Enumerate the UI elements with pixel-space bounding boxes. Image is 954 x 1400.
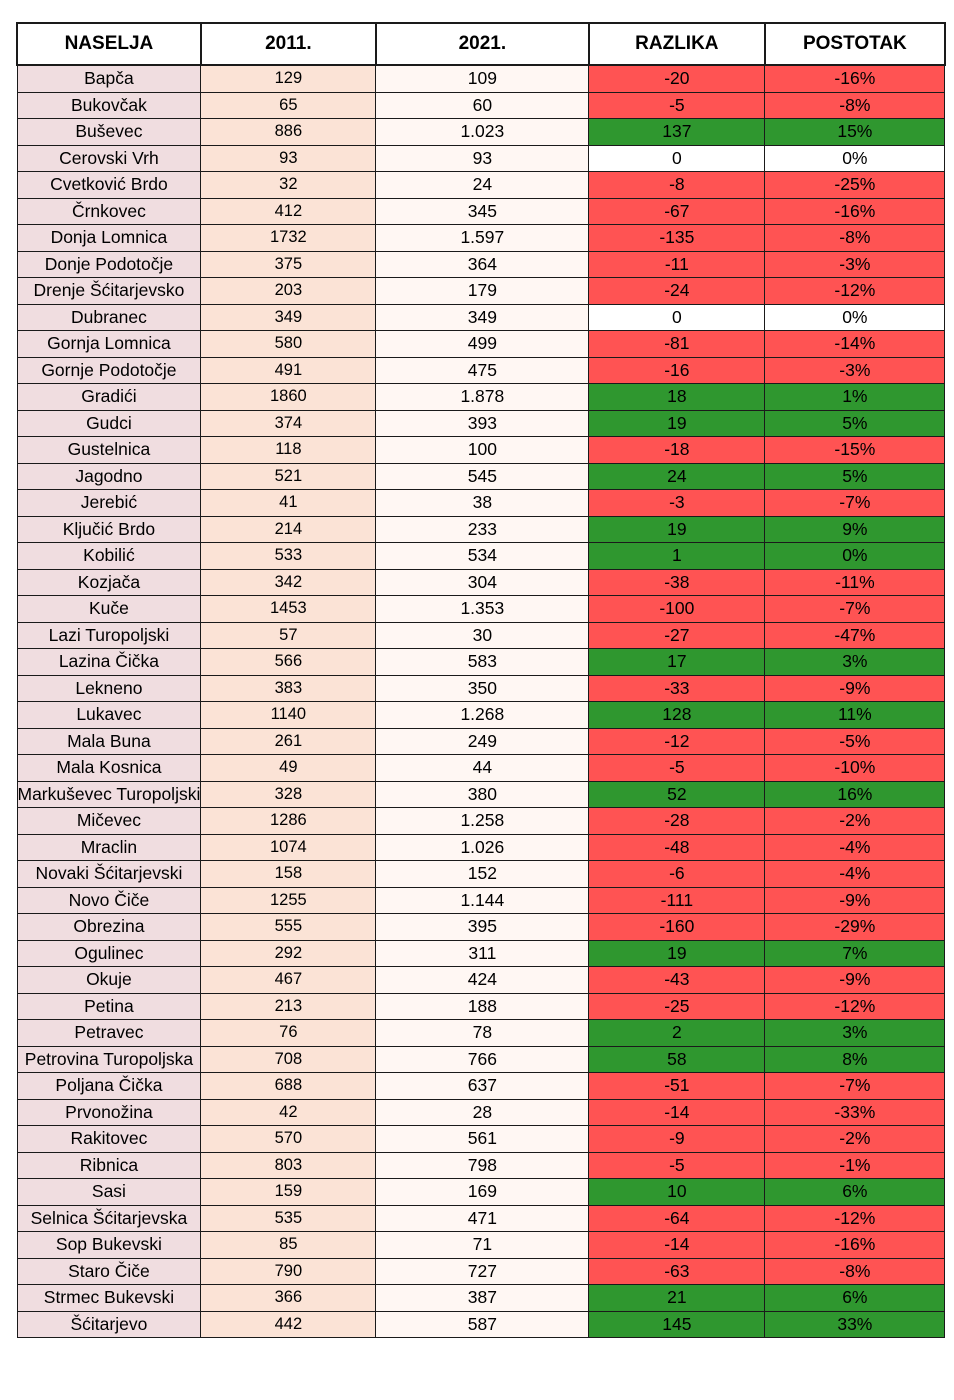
population-2021-cell: 1.258 bbox=[376, 808, 589, 835]
population-2021-cell: 233 bbox=[376, 516, 589, 543]
table-row bbox=[17, 119, 945, 146]
percentage-cell: -3% bbox=[765, 251, 945, 278]
population-2021-cell: 424 bbox=[376, 967, 589, 994]
table-row bbox=[17, 65, 945, 92]
population-2021-cell: 109 bbox=[376, 65, 589, 92]
percentage-cell: 9% bbox=[765, 516, 945, 543]
percentage-cell: 16% bbox=[765, 781, 945, 808]
settlement-name-cell: Cerovski Vrh bbox=[17, 145, 201, 172]
difference-cell: -81 bbox=[589, 331, 765, 358]
population-2011-cell: 1074 bbox=[201, 834, 376, 861]
population-2011-cell: 49 bbox=[201, 755, 376, 782]
difference-cell: 0 bbox=[589, 304, 765, 331]
settlement-name-cell: Ključić Brdo bbox=[17, 516, 201, 543]
table-body bbox=[17, 65, 945, 1338]
population-2021-cell: 311 bbox=[376, 940, 589, 967]
percentage-cell: 33% bbox=[765, 1311, 945, 1338]
settlement-name-cell: Prvonožina bbox=[17, 1099, 201, 1126]
difference-cell: -3 bbox=[589, 490, 765, 517]
population-2021-cell: 350 bbox=[376, 675, 589, 702]
percentage-cell: -8% bbox=[765, 225, 945, 252]
population-2021-cell: 304 bbox=[376, 569, 589, 596]
population-2021-cell: 188 bbox=[376, 993, 589, 1020]
settlement-name-cell: Mala Buna bbox=[17, 728, 201, 755]
population-2021-cell: 38 bbox=[376, 490, 589, 517]
difference-cell: -14 bbox=[589, 1232, 765, 1259]
difference-cell: -100 bbox=[589, 596, 765, 623]
settlement-name-cell: Selnica Šćitarjevska bbox=[17, 1205, 201, 1232]
percentage-cell: -16% bbox=[765, 1232, 945, 1259]
percentage-cell: -7% bbox=[765, 596, 945, 623]
population-2021-cell: 727 bbox=[376, 1258, 589, 1285]
header-row bbox=[17, 23, 945, 65]
table-row bbox=[17, 1099, 945, 1126]
table-row bbox=[17, 702, 945, 729]
table-row bbox=[17, 225, 945, 252]
difference-cell: -9 bbox=[589, 1126, 765, 1153]
table-row bbox=[17, 1232, 945, 1259]
population-2011-cell: 803 bbox=[201, 1152, 376, 1179]
population-2011-cell: 159 bbox=[201, 1179, 376, 1206]
table-row bbox=[17, 967, 945, 994]
table-row bbox=[17, 357, 945, 384]
settlement-name-cell: Petravec bbox=[17, 1020, 201, 1047]
table-row bbox=[17, 755, 945, 782]
population-2011-cell: 214 bbox=[201, 516, 376, 543]
difference-cell: -67 bbox=[589, 198, 765, 225]
population-2011-cell: 342 bbox=[201, 569, 376, 596]
table-row bbox=[17, 145, 945, 172]
table-row bbox=[17, 251, 945, 278]
header-naselja: NASELJA bbox=[17, 23, 201, 65]
percentage-cell: 15% bbox=[765, 119, 945, 146]
settlement-name-cell: Bapča bbox=[17, 65, 201, 92]
settlement-name-cell: Petina bbox=[17, 993, 201, 1020]
percentage-cell: -11% bbox=[765, 569, 945, 596]
settlement-name-cell: Gustelnica bbox=[17, 437, 201, 464]
difference-cell: 145 bbox=[589, 1311, 765, 1338]
table-row bbox=[17, 887, 945, 914]
population-2021-cell: 1.144 bbox=[376, 887, 589, 914]
population-2021-cell: 71 bbox=[376, 1232, 589, 1259]
settlement-name-cell: Lazina Čička bbox=[17, 649, 201, 676]
population-2021-cell: 169 bbox=[376, 1179, 589, 1206]
difference-cell: -51 bbox=[589, 1073, 765, 1100]
settlement-name-cell: Donje Podotočje bbox=[17, 251, 201, 278]
difference-cell: -5 bbox=[589, 92, 765, 119]
settlement-name-cell: Gornja Lomnica bbox=[17, 331, 201, 358]
population-2011-cell: 708 bbox=[201, 1046, 376, 1073]
table-row bbox=[17, 940, 945, 967]
difference-cell: -135 bbox=[589, 225, 765, 252]
settlement-name-cell: Dubranec bbox=[17, 304, 201, 331]
difference-cell: -48 bbox=[589, 834, 765, 861]
percentage-cell: -15% bbox=[765, 437, 945, 464]
population-2021-cell: 395 bbox=[376, 914, 589, 941]
table-row bbox=[17, 437, 945, 464]
percentage-cell: 5% bbox=[765, 410, 945, 437]
population-2011-cell: 383 bbox=[201, 675, 376, 702]
population-2021-cell: 380 bbox=[376, 781, 589, 808]
table-row bbox=[17, 1152, 945, 1179]
percentage-cell: 6% bbox=[765, 1179, 945, 1206]
population-2011-cell: 555 bbox=[201, 914, 376, 941]
difference-cell: 18 bbox=[589, 384, 765, 411]
difference-cell: 1 bbox=[589, 543, 765, 570]
settlement-name-cell: Okuje bbox=[17, 967, 201, 994]
difference-cell: -5 bbox=[589, 755, 765, 782]
percentage-cell: -9% bbox=[765, 675, 945, 702]
population-2021-cell: 393 bbox=[376, 410, 589, 437]
difference-cell: -33 bbox=[589, 675, 765, 702]
table-row bbox=[17, 569, 945, 596]
settlement-name-cell: Novo Čiče bbox=[17, 887, 201, 914]
population-2021-cell: 345 bbox=[376, 198, 589, 225]
percentage-cell: -8% bbox=[765, 92, 945, 119]
table-row bbox=[17, 781, 945, 808]
population-2011-cell: 213 bbox=[201, 993, 376, 1020]
settlement-name-cell: Kuče bbox=[17, 596, 201, 623]
table-row bbox=[17, 861, 945, 888]
population-2011-cell: 118 bbox=[201, 437, 376, 464]
population-2021-cell: 1.023 bbox=[376, 119, 589, 146]
table-row bbox=[17, 92, 945, 119]
difference-cell: -18 bbox=[589, 437, 765, 464]
difference-cell: -160 bbox=[589, 914, 765, 941]
population-2011-cell: 375 bbox=[201, 251, 376, 278]
table-row bbox=[17, 834, 945, 861]
table-row bbox=[17, 1073, 945, 1100]
percentage-cell: 6% bbox=[765, 1285, 945, 1312]
population-2021-cell: 30 bbox=[376, 622, 589, 649]
population-2011-cell: 292 bbox=[201, 940, 376, 967]
population-2011-cell: 1286 bbox=[201, 808, 376, 835]
difference-cell: -20 bbox=[589, 65, 765, 92]
table-row bbox=[17, 543, 945, 570]
population-2011-cell: 412 bbox=[201, 198, 376, 225]
difference-cell: 0 bbox=[589, 145, 765, 172]
table-row bbox=[17, 596, 945, 623]
percentage-cell: -9% bbox=[765, 967, 945, 994]
population-2011-cell: 442 bbox=[201, 1311, 376, 1338]
difference-cell: 10 bbox=[589, 1179, 765, 1206]
settlement-name-cell: Cvetković Brdo bbox=[17, 172, 201, 199]
percentage-cell: -7% bbox=[765, 490, 945, 517]
table-row bbox=[17, 993, 945, 1020]
header-postotak: POSTOTAK bbox=[765, 23, 945, 65]
percentage-cell: -10% bbox=[765, 755, 945, 782]
table-row bbox=[17, 1285, 945, 1312]
table-row bbox=[17, 675, 945, 702]
table-row bbox=[17, 649, 945, 676]
settlement-name-cell: Gradići bbox=[17, 384, 201, 411]
population-2011-cell: 521 bbox=[201, 463, 376, 490]
difference-cell: 19 bbox=[589, 516, 765, 543]
population-2011-cell: 688 bbox=[201, 1073, 376, 1100]
settlement-name-cell: Mičevec bbox=[17, 808, 201, 835]
population-2021-cell: 1.878 bbox=[376, 384, 589, 411]
population-2011-cell: 886 bbox=[201, 119, 376, 146]
difference-cell: -12 bbox=[589, 728, 765, 755]
settlement-name-cell: Rakitovec bbox=[17, 1126, 201, 1153]
population-2021-cell: 798 bbox=[376, 1152, 589, 1179]
percentage-cell: -12% bbox=[765, 1205, 945, 1232]
population-2021-cell: 93 bbox=[376, 145, 589, 172]
percentage-cell: -14% bbox=[765, 331, 945, 358]
population-2011-cell: 535 bbox=[201, 1205, 376, 1232]
difference-cell: -28 bbox=[589, 808, 765, 835]
settlement-name-cell: Šćitarjevo bbox=[17, 1311, 201, 1338]
percentage-cell: -1% bbox=[765, 1152, 945, 1179]
difference-cell: 52 bbox=[589, 781, 765, 808]
table-row bbox=[17, 1311, 945, 1338]
settlement-name-cell: Črnkovec bbox=[17, 198, 201, 225]
difference-cell: -38 bbox=[589, 569, 765, 596]
population-2021-cell: 364 bbox=[376, 251, 589, 278]
percentage-cell: -5% bbox=[765, 728, 945, 755]
settlement-name-cell: Lekneno bbox=[17, 675, 201, 702]
percentage-cell: 7% bbox=[765, 940, 945, 967]
settlement-name-cell: Gudci bbox=[17, 410, 201, 437]
settlement-name-cell: Lazi Turopoljski bbox=[17, 622, 201, 649]
population-2011-cell: 790 bbox=[201, 1258, 376, 1285]
header-2011: 2011. bbox=[201, 23, 376, 65]
population-2021-cell: 179 bbox=[376, 278, 589, 305]
table-row bbox=[17, 1205, 945, 1232]
percentage-cell: -47% bbox=[765, 622, 945, 649]
settlement-name-cell: Buševec bbox=[17, 119, 201, 146]
difference-cell: -14 bbox=[589, 1099, 765, 1126]
difference-cell: -64 bbox=[589, 1205, 765, 1232]
difference-cell: 137 bbox=[589, 119, 765, 146]
population-2021-cell: 78 bbox=[376, 1020, 589, 1047]
percentage-cell: -29% bbox=[765, 914, 945, 941]
table-row bbox=[17, 808, 945, 835]
population-2021-cell: 534 bbox=[376, 543, 589, 570]
percentage-cell: 3% bbox=[765, 1020, 945, 1047]
population-2021-cell: 24 bbox=[376, 172, 589, 199]
population-2011-cell: 328 bbox=[201, 781, 376, 808]
population-2011-cell: 42 bbox=[201, 1099, 376, 1126]
difference-cell: -11 bbox=[589, 251, 765, 278]
percentage-cell: 1% bbox=[765, 384, 945, 411]
difference-cell: 24 bbox=[589, 463, 765, 490]
population-2021-cell: 766 bbox=[376, 1046, 589, 1073]
percentage-cell: 0% bbox=[765, 304, 945, 331]
percentage-cell: -9% bbox=[765, 887, 945, 914]
population-2021-cell: 1.353 bbox=[376, 596, 589, 623]
percentage-cell: -4% bbox=[765, 834, 945, 861]
difference-cell: -24 bbox=[589, 278, 765, 305]
population-2011-cell: 76 bbox=[201, 1020, 376, 1047]
difference-cell: -5 bbox=[589, 1152, 765, 1179]
percentage-cell: 0% bbox=[765, 543, 945, 570]
difference-cell: 58 bbox=[589, 1046, 765, 1073]
percentage-cell: 11% bbox=[765, 702, 945, 729]
table-row bbox=[17, 331, 945, 358]
population-table bbox=[16, 22, 946, 1338]
population-2021-cell: 1.597 bbox=[376, 225, 589, 252]
population-2011-cell: 533 bbox=[201, 543, 376, 570]
difference-cell: -27 bbox=[589, 622, 765, 649]
percentage-cell: -3% bbox=[765, 357, 945, 384]
difference-cell: -6 bbox=[589, 861, 765, 888]
population-2021-cell: 471 bbox=[376, 1205, 589, 1232]
percentage-cell: -12% bbox=[765, 278, 945, 305]
population-2011-cell: 1140 bbox=[201, 702, 376, 729]
difference-cell: 19 bbox=[589, 940, 765, 967]
table-header bbox=[17, 23, 945, 65]
settlement-name-cell: Lukavec bbox=[17, 702, 201, 729]
table-row bbox=[17, 384, 945, 411]
population-2021-cell: 387 bbox=[376, 1285, 589, 1312]
population-2011-cell: 1255 bbox=[201, 887, 376, 914]
table-row bbox=[17, 410, 945, 437]
table-row bbox=[17, 1179, 945, 1206]
percentage-cell: -16% bbox=[765, 65, 945, 92]
population-2011-cell: 41 bbox=[201, 490, 376, 517]
settlement-name-cell: Bukovčak bbox=[17, 92, 201, 119]
table-row bbox=[17, 728, 945, 755]
population-2021-cell: 28 bbox=[376, 1099, 589, 1126]
settlement-name-cell: Petrovina Turopoljska bbox=[17, 1046, 201, 1073]
percentage-cell: 0% bbox=[765, 145, 945, 172]
settlement-name-cell: Poljana Čička bbox=[17, 1073, 201, 1100]
settlement-name-cell: Sop Bukevski bbox=[17, 1232, 201, 1259]
settlement-name-cell: Ribnica bbox=[17, 1152, 201, 1179]
population-2021-cell: 100 bbox=[376, 437, 589, 464]
population-2021-cell: 561 bbox=[376, 1126, 589, 1153]
table-row bbox=[17, 198, 945, 225]
table-row bbox=[17, 622, 945, 649]
header-2021: 2021. bbox=[376, 23, 589, 65]
population-2021-cell: 545 bbox=[376, 463, 589, 490]
table-row bbox=[17, 1020, 945, 1047]
percentage-cell: -25% bbox=[765, 172, 945, 199]
population-2011-cell: 93 bbox=[201, 145, 376, 172]
population-2011-cell: 65 bbox=[201, 92, 376, 119]
population-2011-cell: 580 bbox=[201, 331, 376, 358]
table-row bbox=[17, 463, 945, 490]
table-row bbox=[17, 516, 945, 543]
settlement-name-cell: Drenje Šćitarjevsko bbox=[17, 278, 201, 305]
population-2021-cell: 475 bbox=[376, 357, 589, 384]
population-2021-cell: 637 bbox=[376, 1073, 589, 1100]
population-2011-cell: 374 bbox=[201, 410, 376, 437]
population-2011-cell: 261 bbox=[201, 728, 376, 755]
settlement-name-cell: Mraclin bbox=[17, 834, 201, 861]
difference-cell: -8 bbox=[589, 172, 765, 199]
percentage-cell: -8% bbox=[765, 1258, 945, 1285]
population-2011-cell: 32 bbox=[201, 172, 376, 199]
population-2011-cell: 1860 bbox=[201, 384, 376, 411]
settlement-name-cell: Novaki Šćitarjevski bbox=[17, 861, 201, 888]
settlement-name-cell: Markuševec Turopoljski bbox=[17, 781, 201, 808]
table-row bbox=[17, 914, 945, 941]
percentage-cell: -2% bbox=[765, 808, 945, 835]
difference-cell: 21 bbox=[589, 1285, 765, 1312]
difference-cell: -16 bbox=[589, 357, 765, 384]
settlement-name-cell: Staro Čiče bbox=[17, 1258, 201, 1285]
population-2011-cell: 467 bbox=[201, 967, 376, 994]
percentage-cell: -16% bbox=[765, 198, 945, 225]
population-2011-cell: 566 bbox=[201, 649, 376, 676]
population-2021-cell: 152 bbox=[376, 861, 589, 888]
table-row bbox=[17, 304, 945, 331]
population-2021-cell: 349 bbox=[376, 304, 589, 331]
table-row bbox=[17, 1258, 945, 1285]
table-row bbox=[17, 172, 945, 199]
population-2011-cell: 129 bbox=[201, 65, 376, 92]
table-row bbox=[17, 1126, 945, 1153]
settlement-name-cell: Obrezina bbox=[17, 914, 201, 941]
population-2011-cell: 1732 bbox=[201, 225, 376, 252]
population-2021-cell: 587 bbox=[376, 1311, 589, 1338]
percentage-cell: 3% bbox=[765, 649, 945, 676]
header-razlika: RAZLIKA bbox=[589, 23, 765, 65]
population-2011-cell: 366 bbox=[201, 1285, 376, 1312]
difference-cell: -25 bbox=[589, 993, 765, 1020]
difference-cell: 17 bbox=[589, 649, 765, 676]
settlement-name-cell: Strmec Bukevski bbox=[17, 1285, 201, 1312]
population-2021-cell: 1.026 bbox=[376, 834, 589, 861]
population-2011-cell: 203 bbox=[201, 278, 376, 305]
percentage-cell: -2% bbox=[765, 1126, 945, 1153]
percentage-cell: 5% bbox=[765, 463, 945, 490]
percentage-cell: -7% bbox=[765, 1073, 945, 1100]
settlement-name-cell: Gornje Podotočje bbox=[17, 357, 201, 384]
table-row bbox=[17, 278, 945, 305]
population-2021-cell: 499 bbox=[376, 331, 589, 358]
population-2011-cell: 349 bbox=[201, 304, 376, 331]
settlement-name-cell: Donja Lomnica bbox=[17, 225, 201, 252]
settlement-name-cell: Sasi bbox=[17, 1179, 201, 1206]
difference-cell: 128 bbox=[589, 702, 765, 729]
population-2021-cell: 44 bbox=[376, 755, 589, 782]
difference-cell: -111 bbox=[589, 887, 765, 914]
settlement-name-cell: Jerebić bbox=[17, 490, 201, 517]
population-2021-cell: 60 bbox=[376, 92, 589, 119]
table-row bbox=[17, 1046, 945, 1073]
percentage-cell: -12% bbox=[765, 993, 945, 1020]
table-row bbox=[17, 490, 945, 517]
population-2011-cell: 158 bbox=[201, 861, 376, 888]
population-2021-cell: 249 bbox=[376, 728, 589, 755]
difference-cell: -63 bbox=[589, 1258, 765, 1285]
population-2011-cell: 57 bbox=[201, 622, 376, 649]
population-2011-cell: 1453 bbox=[201, 596, 376, 623]
difference-cell: 19 bbox=[589, 410, 765, 437]
settlement-name-cell: Jagodno bbox=[17, 463, 201, 490]
percentage-cell: -4% bbox=[765, 861, 945, 888]
settlement-name-cell: Ogulinec bbox=[17, 940, 201, 967]
settlement-name-cell: Mala Kosnica bbox=[17, 755, 201, 782]
population-2021-cell: 1.268 bbox=[376, 702, 589, 729]
settlement-name-cell: Kozjača bbox=[17, 569, 201, 596]
settlement-name-cell: Kobilić bbox=[17, 543, 201, 570]
difference-cell: -43 bbox=[589, 967, 765, 994]
population-2011-cell: 570 bbox=[201, 1126, 376, 1153]
population-2021-cell: 583 bbox=[376, 649, 589, 676]
population-2011-cell: 85 bbox=[201, 1232, 376, 1259]
percentage-cell: 8% bbox=[765, 1046, 945, 1073]
difference-cell: 2 bbox=[589, 1020, 765, 1047]
population-2011-cell: 491 bbox=[201, 357, 376, 384]
percentage-cell: -33% bbox=[765, 1099, 945, 1126]
